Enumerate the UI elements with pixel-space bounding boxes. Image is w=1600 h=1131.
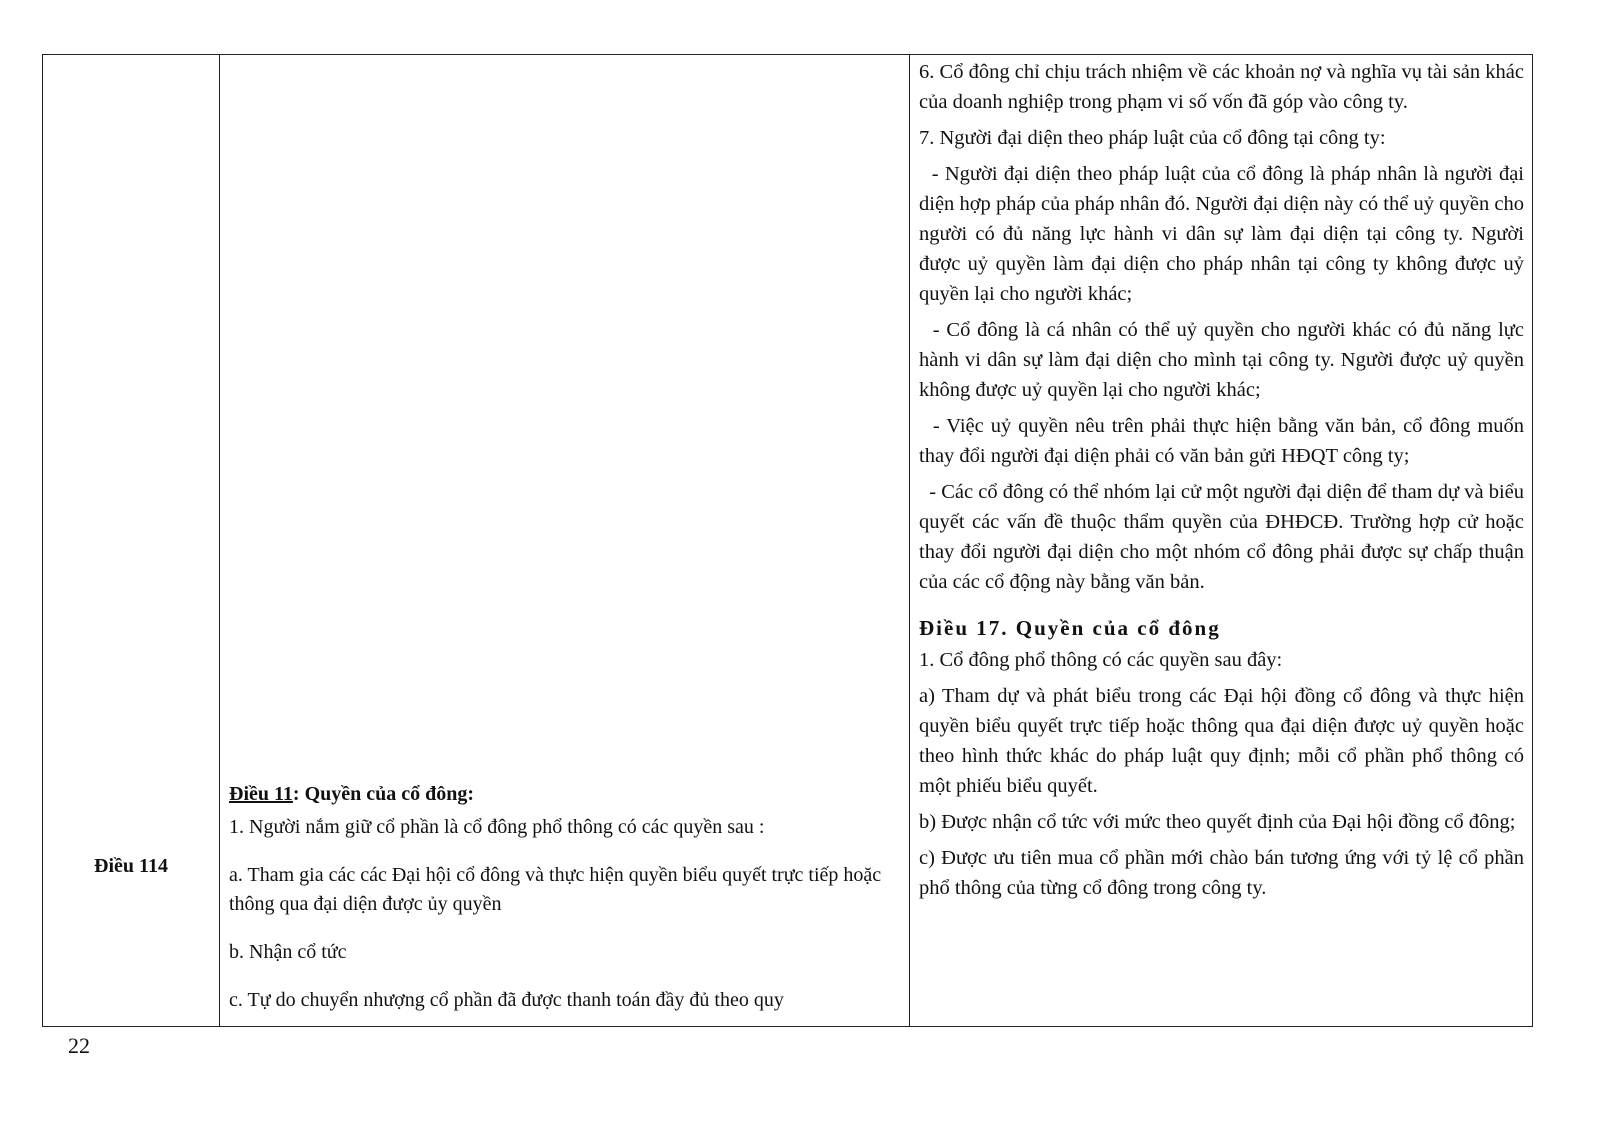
old-charter-cell	[229, 780, 899, 1034]
new-paragraph: 6. Cổ đông chỉ chịu trách nhiệm về các khoản nợ và nghĩa vụ tài sản khác của doanh nghiệp trong phạm vi số vốn đã góp vào công ty.	[919, 61, 1524, 113]
old-paragraph: b. Nhận cổ tức	[229, 941, 347, 963]
old-article-number: Điều 11	[229, 783, 293, 805]
old-paragraph: 1. Người nắm giữ cổ phần là cổ đông phổ thông có các quyền sau :	[229, 816, 765, 838]
column-divider-right	[909, 55, 910, 1026]
new-paragraph: - Các cổ đông có thể nhóm lại cử một người đại diện để tham dự và biểu quyết các vấn đề thuộc thẩm quyền của ĐHĐCĐ. Trường hợp cử hoặc thay đổi người đại diện cho một nhóm cổ đông phải được sự chấp thuận của các cổ động này bằng văn bản.	[919, 481, 1530, 593]
new-paragraph: b) Được nhận cổ tức với mức theo quyết định của Đại hội đồng cổ đông;	[919, 811, 1516, 833]
new-paragraph: 1. Cổ đông phổ thông có các quyền sau đây:	[919, 649, 1283, 671]
column-divider-left	[219, 55, 220, 1026]
article-reference-cell	[43, 855, 219, 878]
old-paragraph: a. Tham gia các các Đại hội cổ đông và thực hiện quyền biểu quyết trực tiếp hoặc thông qua đại diện được ủy quyền	[229, 864, 882, 915]
old-article-heading	[229, 780, 899, 809]
article-reference: Điều 114	[94, 855, 168, 877]
new-paragraph: c) Được ưu tiên mua cổ phần mới chào bán tương ứng với tỷ lệ cổ phần phổ thông của từng cổ đông trong công ty.	[919, 847, 1524, 899]
new-article-heading: Điều 17. Quyền của cổ đông	[919, 616, 1221, 640]
new-paragraph: - Cổ đông là cá nhân có thể uỷ quyền cho người khác có đủ năng lực hành vi dân sự làm đại diện cho mình tại công ty. Người được uỷ quyền không được uỷ quyền lại cho người khác;	[919, 319, 1530, 401]
new-paragraph: a) Tham dự và phát biểu trong các Đại hội đồng cổ đông và thực hiện quyền biểu quyết trực tiếp hoặc thông qua đại diện được uỷ quyền hoặc theo hình thức khác do pháp luật quy định; mỗi cổ phần phổ thông có một phiếu biểu quyết.	[919, 685, 1524, 797]
new-paragraph: 7. Người đại diện theo pháp luật của cổ đông tại công ty:	[919, 127, 1386, 149]
page-number: 22	[68, 1033, 90, 1058]
comparison-table	[42, 54, 1533, 1027]
old-article-title: : Quyền của cổ đông:	[292, 783, 475, 805]
new-paragraph: - Người đại diện theo pháp luật của cổ đông là pháp nhân là người đại diện hợp pháp của pháp nhân đó. Người đại diện này có thể uỷ quyền cho người có đủ năng lực hành vi dân sự làm đại diện tại công ty. Người được uỷ quyền làm đại diện cho pháp nhân tại công ty không được uỷ quyền lại cho người khác;	[919, 163, 1530, 305]
new-paragraph: - Việc uỷ quyền nêu trên phải thực hiện bằng văn bản, cổ đông muốn thay đổi người đại diện phải có văn bản gửi HĐQT công ty;	[919, 415, 1530, 467]
old-paragraph: c. Tự do chuyển nhượng cổ phần đã được thanh toán đầy đủ theo quy	[229, 989, 784, 1011]
new-charter-cell	[919, 57, 1530, 903]
